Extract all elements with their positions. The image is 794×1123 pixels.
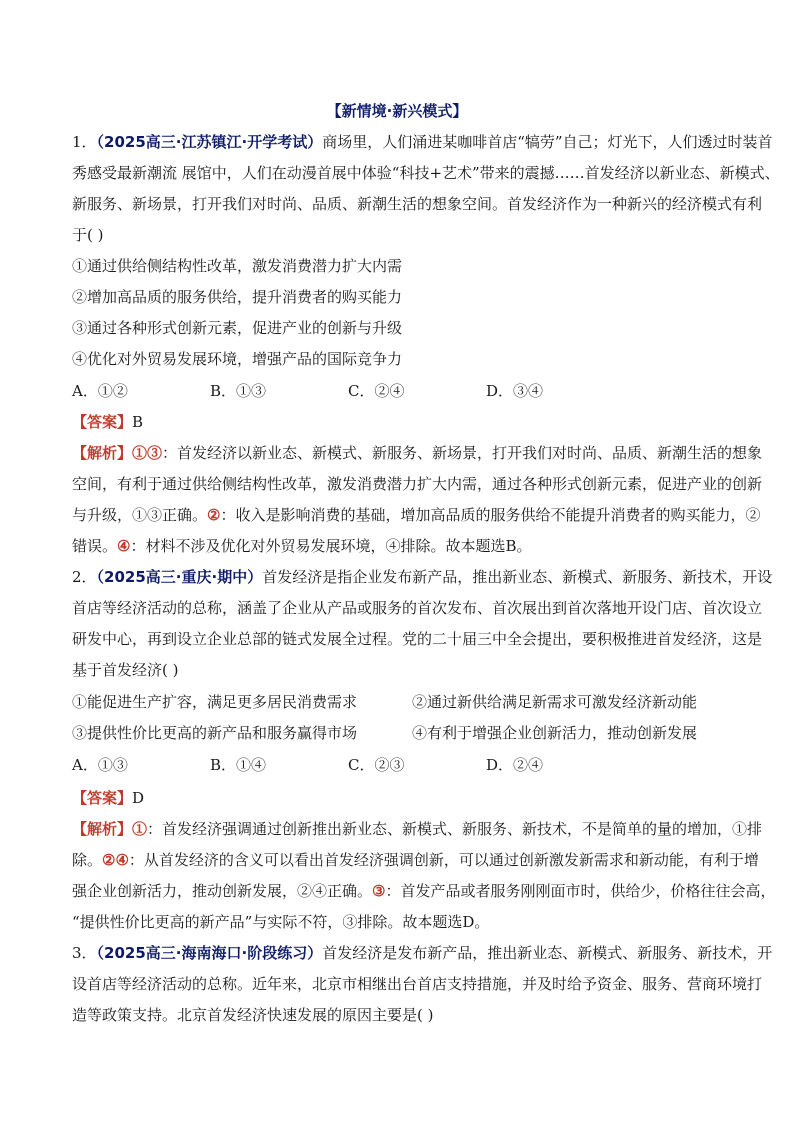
- answer-label: 【答案】: [72, 789, 133, 807]
- analysis-text: ：首发经济强调通过创新推出新业态、新模式、新服务、新技术，不是简单的量的增加，①排: [147, 820, 763, 838]
- question-number: 3．: [72, 944, 97, 962]
- statement-item: ②增加高品质的服务供给，提升消费者的购买能力: [72, 288, 403, 306]
- analysis-marker: ①: [132, 820, 148, 838]
- analysis-marker: ②: [207, 506, 221, 524]
- question-3-line-2: 设首店等经济活动的总称。近年来，北京市相继出台首店支持措施，并及时给予资金、服务、营商环境打: [72, 975, 763, 993]
- question-2-line-2: 首店等经济活动的总称，涵盖了企业从产品或服务的首次发布、首次展出到首次落地开设门店、首次设立: [72, 599, 763, 617]
- question-number: 2．: [72, 568, 97, 586]
- analysis-line: [72, 505, 761, 525]
- analysis-marker: ④: [117, 537, 131, 555]
- analysis-line: [72, 536, 722, 556]
- analysis-line: “提供性价比更高的新产品”与实际不符，③排除。故本题选D。: [72, 913, 490, 931]
- question-2-line-1: [72, 567, 773, 587]
- answer-line: [72, 788, 722, 808]
- question-3-line-3: 造等政策支持。北京首发经济快速发展的原因主要是( ): [72, 1006, 434, 1024]
- question-source: （2025高三·江苏镇江·开学考试）: [96, 133, 323, 151]
- question-number: 1．: [72, 133, 97, 151]
- analysis-text: ：材料不涉及优化对外贸易发展环境，④排除。故本题选B。: [130, 537, 532, 555]
- analysis-text: ：首发产品或者服务刚刚面市时，供给少，价格往往会高，: [385, 882, 776, 900]
- analysis-text: ：从首发经济的含义可以看出首发经济强调创新，可以通过创新激发新需求和新动能，有利于增: [128, 851, 759, 869]
- analysis-marker: ①③: [132, 444, 163, 462]
- option-b: B．①④: [210, 756, 267, 774]
- analysis-text: 与升级，①③正确。: [72, 506, 208, 524]
- analysis-marker: ③: [372, 882, 386, 900]
- option-d: D．③④: [486, 382, 544, 400]
- option-d: D．②④: [486, 756, 544, 774]
- option-a: A．①③: [72, 756, 128, 774]
- option-c: C．②③: [348, 756, 405, 774]
- analysis-text: ：收入是影响消费的基础，增加高品质的服务供给不能提升消费者的购买能力，②: [220, 506, 761, 524]
- question-1-line-1: [72, 132, 773, 152]
- option-b: B．①③: [210, 382, 267, 400]
- question-2-line-4: 基于首发经济( ): [72, 661, 179, 679]
- question-1-line-3: 新服务、新场景，打开我们对时尚、品质、新潮生活的想象空间。首发经济作为一种新兴的经济模式有利: [72, 195, 763, 213]
- analysis-line: [72, 819, 763, 839]
- section-title: 【新情境·新兴模式】: [326, 102, 468, 120]
- question-3-line-1: [72, 943, 773, 963]
- analysis-text: 错误。: [72, 537, 118, 555]
- statement-item: ③通过各种形式创新元素，促进产业的创新与升级: [72, 319, 403, 337]
- analysis-marker: ②④: [102, 851, 129, 869]
- option-a: A．①②: [72, 382, 128, 400]
- statement-item: ④优化对外贸易发展环境，增强产品的国际竞争力: [72, 350, 403, 368]
- analysis-line: [72, 443, 763, 463]
- analysis-text: ：首发经济以新业态、新模式、新服务、新场景，打开我们对时尚、品质、新潮生活的想象: [162, 444, 763, 462]
- question-text: 商场里，人们涌进某咖啡首店“犒劳”自己；灯光下，人们透过时装首: [322, 133, 773, 151]
- question-1-line-2: 秀感受最新潮流 展馆中，人们在动漫首展中体验“科技+艺术”带来的震撼……首发经济以新业态、新模式、: [72, 164, 780, 182]
- statement-item: ①通过供给侧结构性改革，激发消费潜力扩大内需: [72, 257, 403, 275]
- statement-item: ②通过新供给满足新需求可激发经济新动能: [412, 693, 698, 711]
- question-source: （2025高三·重庆·期中）: [96, 568, 263, 586]
- analysis-text: 强企业创新活力，推动创新发展，②④正确。: [72, 882, 373, 900]
- question-text: 首发经济是发布新产品，推出新业态、新模式、新服务、新技术，开: [322, 944, 773, 962]
- answer-value: B: [132, 413, 144, 431]
- analysis-text: 除。: [72, 851, 103, 869]
- analysis-line: [72, 850, 759, 870]
- statement-item: ④有利于增强企业创新活力，推动创新发展: [412, 724, 698, 742]
- analysis-label: 【解析】: [72, 820, 133, 838]
- answer-label: 【答案】: [72, 413, 133, 431]
- question-2-line-3: 研发中心，再到设立企业总部的链式发展全过程。党的二十届三中全会提出，要积极推进首发经济，这是: [72, 630, 763, 648]
- analysis-line: 空间，有利于通过供给侧结构性改革，激发消费潜力扩大内需，通过各种形式创新元素，促进产业的创新: [72, 475, 763, 493]
- option-c: C．②④: [348, 382, 405, 400]
- analysis-line: [72, 881, 776, 901]
- statement-item: ③提供性价比更高的新产品和服务赢得市场: [72, 724, 358, 742]
- answer-value: D: [132, 789, 145, 807]
- question-1-line-4: 于( ): [72, 226, 104, 244]
- analysis-label: 【解析】: [72, 444, 133, 462]
- question-source: （2025高三·海南海口·阶段练习）: [96, 944, 323, 962]
- answer-line: [72, 412, 722, 432]
- statement-item: ①能促进生产扩容，满足更多居民消费需求: [72, 693, 358, 711]
- question-text: 首发经济是指企业发布新产品，推出新业态、新模式、新服务、新技术，开设: [262, 568, 773, 586]
